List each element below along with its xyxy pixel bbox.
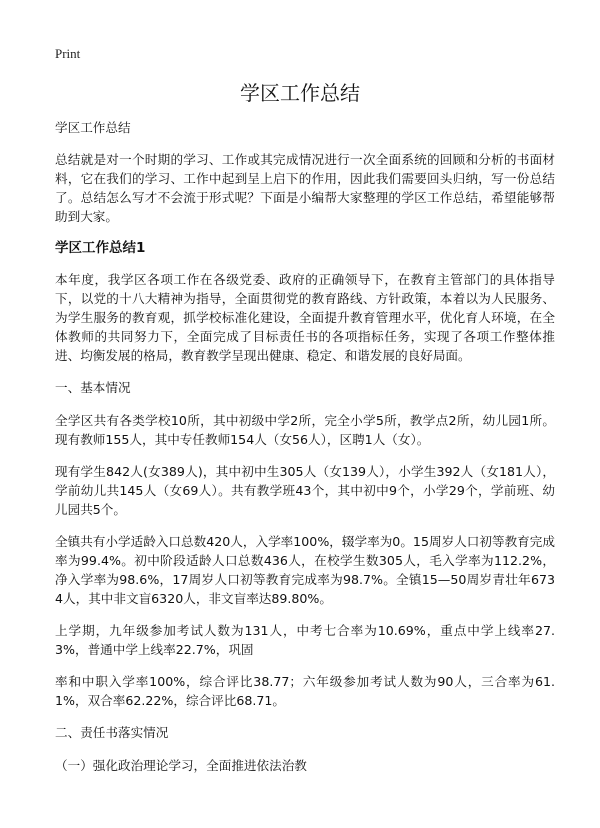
exam-paragraph-part-1: 上学期，九年级参加考试人数为131人，中考七合率为10.69%，重点中学上线率27.3%，普通中学上线率22.7%，巩固 [55, 623, 555, 657]
section-heading: 学区工作总结1 [55, 240, 146, 256]
print-link[interactable]: Print [55, 46, 81, 61]
overview-paragraph: 本年度，我学区各项工作在各级党委、政府的正确领导下，在教育主管部门的具体指导下，以党的十八大精神为指导，全面贯彻党的教育路线、方针政策，本着以为人民服务、为学生服务的教育观，抓学校标准化建设，全面提升教育管理水平，优化育人环境，在全体教师的共同努力下，全面完成了目标责任书的各项指标任务，实现了各项工作整体推进、均衡发展的格局，教育教学呈现出健康、稳定、和谐发展的良好局面。 [55, 272, 555, 363]
heading-responsibility: 二、责任书落实情况 [55, 725, 169, 740]
heading-basic-situation: 一、基本情况 [55, 380, 131, 395]
exam-paragraph-part-2: 率和中职入学率100%，综合评比38.77；六年级参加考试人数为90人，三合率为61.1%，双合率62.22%，综合评比68.71。 [55, 674, 555, 708]
intro-paragraph: 总结就是对一个时期的学习、工作或其完成情况进行一次全面系统的回顾和分析的书面材料，它在我们的学习、工作中起到呈上启下的作用，因此我们需要回头归纳，写一份总结了。总结怎么写才不会流于形式呢？下面是小编帮大家整理的学区工作总结，希望能够帮助到大家。 [55, 152, 555, 224]
students-paragraph: 现有学生842人(女389人)，其中初中生305人（女139人），小学生392人（女181人），学前幼儿共145人（女69人）。共有教学班43个，其中初中9个，小学29个，学前班、幼儿园共5个。 [55, 464, 555, 517]
enrollment-paragraph: 全镇共有小学适龄入口总数420人，入学率100%，辍学率为0。15周岁人口初等教育完成率为99.4%。初中阶段适龄人口总数436人，在校学生数305人，毛入学率为112.2%，净入学率为98.6%，17周岁人口初等教育完成率为98.7%。全镇15—50周岁青壮年6734人，其中非文盲6320人，非文盲率达89.80%。 [55, 534, 555, 606]
document-subtitle: 学区工作总结 [55, 120, 131, 135]
document-body [55, 118, 555, 781]
subheading-political-study: （一）强化政治理论学习，全面推进依法治教 [55, 758, 307, 773]
schools-paragraph: 全学区共有各类学校10所，其中初级中学2所，完全小学5所，教学点2所，幼儿园1所。现有教师155人，其中专任教师154人（女56人），区聘1人（女）。 [55, 413, 555, 447]
page-title: 学区工作总结 [240, 81, 360, 105]
